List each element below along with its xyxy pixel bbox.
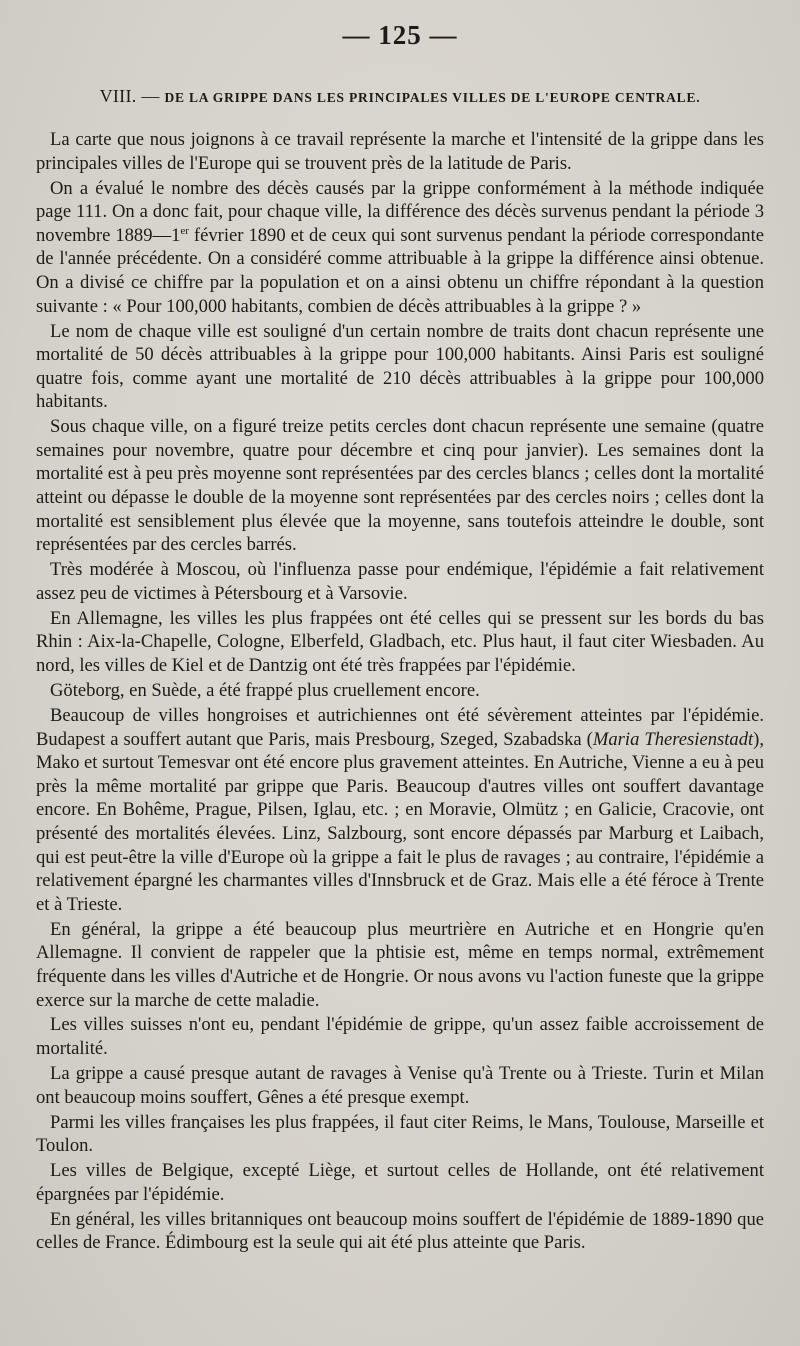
- paragraph: Les villes de Belgique, excepté Liège, et surtout celles de Hollande, ont été relativement épargnées par l'épidémie.: [36, 1160, 764, 1205]
- paragraph: La grippe a causé presque autant de ravages à Venise qu'à Trente ou à Trieste. Turin et Milan ont beaucoup moins souffert, Gênes a été presque exempt.: [36, 1063, 764, 1108]
- paragraph: En général, les villes britanniques ont beaucoup moins souffert de l'épidémie de 1889-1890 que celles de France. Édimbourg est la seule qui ait été plus atteinte que Paris.: [36, 1208, 764, 1254]
- paragraph: Sous chaque ville, on a figuré treize petits cercles dont chacun représente une semaine (quatre semaines pour novembre, quatre pour décembre et cinq pour janvier). Les semaines dont la mortalité est à peu près moyenne sont représentées par des cercles blancs ; celles dont la mortalité atteint ou dépasse le double de la moyenne sont représentées par des cercles noirs ; celles dont la mortalité est sensiblement plus élevée que la moyenne, sans toutefois atteindre le double, sont représentées par des cercles barrés.: [36, 416, 764, 556]
- section-heading: [40, 86, 760, 107]
- section-title: DE LA GRIPPE DANS LES PRINCIPALES VILLES DE L'EUROPE CENTRALE.: [164, 90, 701, 105]
- paragraph: Parmi les villes françaises les plus frappées, il faut citer Reims, le Mans, Toulouse, Marseille et Toulon.: [36, 1111, 764, 1157]
- section-numeral: VIII. —: [99, 86, 160, 106]
- superscript: er: [180, 224, 189, 237]
- paragraph: Très modérée à Moscou, où l'influenza passe pour endémique, l'épidémie a fait relativement assez peu de victimes à Pétersbourg et à Varsovie.: [36, 559, 764, 604]
- paragraph: On a évalué le nombre des décès causés par la grippe conformément à la méthode indiquée page 111. On a donc fait, pour chaque ville, la différence des décès survenus pendant la période 3 novembre 1889—1er février 1890 et de ceux qui sont survenus pendant la période correspondante de l'année précédente. On a considéré comme attribuable à la grippe la différence ainsi obtenue. On a divisé ce chiffre par la population et on a ainsi obtenu un chiffre répondant à la question suivante : « Pour 100,000 habitants, combien de décès attribuables à la grippe ? »: [36, 177, 764, 317]
- paragraph: En général, la grippe a été beaucoup plus meurtrière en Autriche et en Hongrie qu'en Allemagne. Il convient de rappeler que la phtisie est, même en temps normal, extrêmement fréquente dans les villes d'Autriche et de Hongrie. Or nous avons vu l'action funeste que la grippe exerce sur la marche de cette maladie.: [36, 918, 764, 1011]
- paragraph: Le nom de chaque ville est souligné d'un certain nombre de traits dont chacun représente une mortalité de 50 décès attribuables à la grippe pour 100,000 habitants. Ainsi Paris est souligné quatre fois, comme ayant une mortalité de 210 décès attribuables à la grippe pour 100,000 habitants.: [36, 320, 764, 413]
- paragraph: En Allemagne, les villes les plus frappées ont été celles qui se pressent sur les bords du bas Rhin : Aix-la-Chapelle, Cologne, Elberfeld, Gladbach, etc. Plus haut, il faut citer Wiesbaden. Au nord, les villes de Kiel et de Dantzig ont été très frappées par l'épidémie.: [36, 607, 764, 677]
- italic-place-name: Maria Theresienstadt: [592, 728, 754, 750]
- page-number: — 125 —: [342, 20, 458, 50]
- body-text: [36, 128, 764, 1256]
- paragraph: Les villes suisses n'ont eu, pendant l'épidémie de grippe, qu'un assez faible accroissement de mortalité.: [36, 1014, 764, 1060]
- paragraph: Beaucoup de villes hongroises et autrichiennes ont été sévèrement atteintes par l'épidémie. Budapest a souffert autant que Paris, mais Presbourg, Szeged, Szabadska (Maria Theresienstadt), Mako et surtout Temesvar ont été encore plus gravement atteintes. En Autriche, Vienne a eu à peu près la même mortalité par grippe que Paris. Beaucoup d'autres villes ont souffert davantage encore. En Bohême, Prague, Pilsen, Iglau, etc. ; en Moravie, Olmütz ; en Galicie, Cracovie, ont présenté des mortalités élevées. Linz, Salzbourg, sont encore dépassés par Marburg et Laibach, qui est peut-être la ville d'Europe où la grippe a fait le plus de ravages ; au contraire, l'épidémie a relativement épargné les charmantes villes d'Innsbruck et de Graz. Mais elle a été féroce à Trente et à Trieste.: [36, 704, 765, 915]
- paragraph: La carte que nous joignons à ce travail représente la marche et l'intensité de la grippe dans les principales villes de l'Europe qui se trouvent près de la latitude de Paris.: [36, 129, 764, 174]
- paragraph: Göteborg, en Suède, a été frappé plus cruellement encore.: [50, 680, 480, 701]
